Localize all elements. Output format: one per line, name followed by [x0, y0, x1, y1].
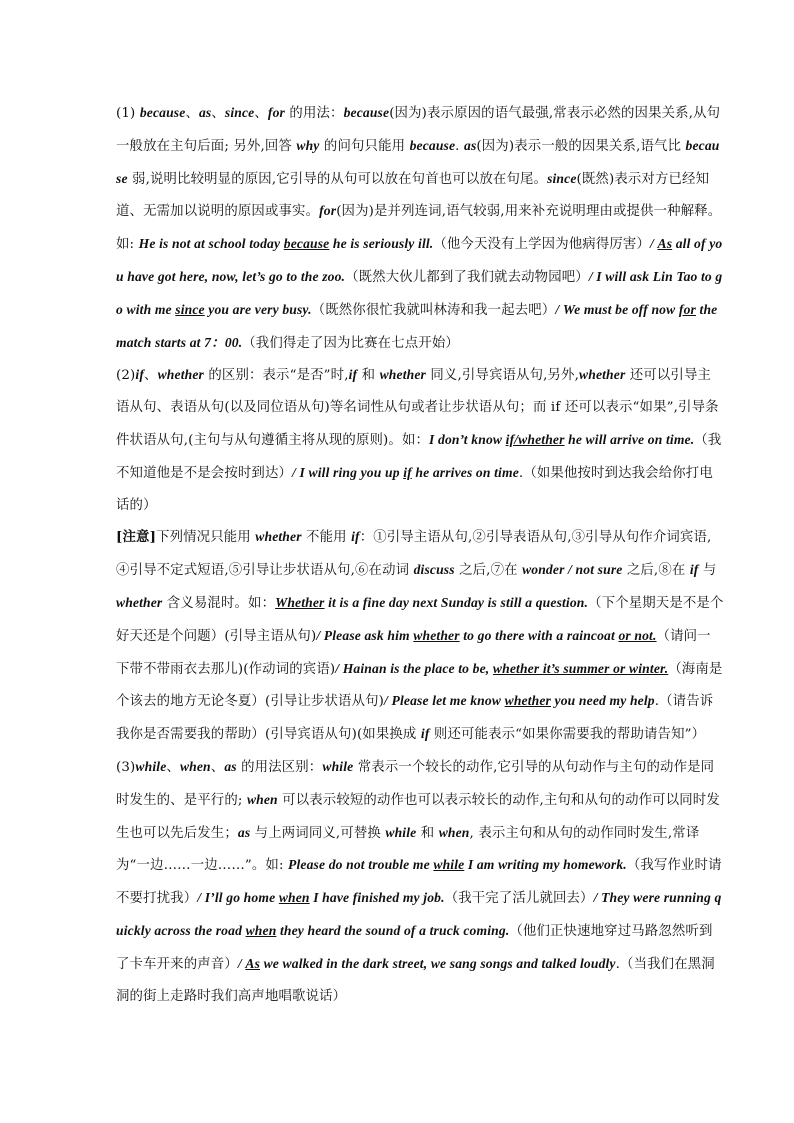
english-example-text: / Please ask him [316, 627, 414, 643]
text-run: .（当我们在黑洞洞的街上走路时我们高声地唱歌说话） [116, 956, 715, 1004]
underlined-keyword: if/whether [505, 431, 565, 447]
english-example-text: he arrives on time [411, 464, 519, 480]
text-run: 、 [166, 759, 180, 775]
english-example-text: whether [379, 367, 426, 383]
english-example-text: why [296, 137, 320, 153]
text-run: 不能用 [301, 530, 352, 546]
english-example-text: / They were running quickly across the road [116, 890, 722, 938]
english-example-text: it is a fine day next Sunday is still a question. [324, 594, 589, 610]
text-run: (因为)表示原因的语气最强,常表示必然的因果关系,从句一般放在主句后面; 另外,回答 [116, 106, 721, 154]
text-run: , 表示主句和从句的动作同时发生,常译为“一边……一边……”。如: [116, 825, 700, 874]
text-run: （海南是个该去的地方无论冬夏）(引导让步状语从句) [116, 661, 723, 710]
english-example-text: wonder / not sure [522, 562, 623, 578]
english-example-text: / [650, 236, 658, 252]
english-example-text: the match starts at 7：00. [116, 301, 718, 350]
english-example-text: whether [116, 594, 163, 610]
text-run: 、 [210, 759, 225, 775]
underlined-keyword: when [245, 922, 277, 938]
english-example-text: if [348, 367, 358, 383]
text-run: （我干完了活儿就回去） [444, 891, 594, 907]
english-example-text: he is seriously ill. [329, 236, 434, 252]
underlined-keyword: whether it’s summer or winter. [492, 660, 669, 676]
text-run: 含义易混时。如： [162, 595, 276, 611]
paragraph-text [116, 530, 723, 742]
text-run: 则还可能表示“如果你需要我的帮助请告知”） [429, 727, 706, 743]
english-example-text: as [224, 758, 237, 774]
underlined-keyword: if [403, 464, 412, 480]
english-example-text: when [246, 791, 278, 807]
text-run: （他们正快速地穿过马路忽然听到了卡车开来的声音） [116, 923, 713, 972]
underlined-keyword: while [433, 857, 465, 873]
paragraph-because-as-since-for [96, 97, 724, 359]
english-example-text: while [135, 758, 167, 774]
text-run: （我们得走了因为比赛在七点开始） [242, 335, 459, 351]
text-run: . [455, 138, 464, 154]
english-example-text: because [343, 105, 390, 120]
text-run: (1) [116, 106, 140, 121]
text-run: 与 [698, 563, 717, 579]
english-example-text: / Hainan is the place to be, [335, 660, 493, 676]
english-example-text: / I will ring you up [292, 464, 404, 480]
english-example-text: as [198, 105, 212, 120]
english-example-text: whether [579, 367, 626, 383]
english-example-text: as [237, 824, 251, 840]
text-run: 可以表示较短的动作也可以表示较长的动作,主句和从句的动作可以同时发生也可以先后发生； [116, 792, 720, 841]
english-example-text: He is not at school today [138, 236, 284, 252]
text-run: 和 [416, 825, 439, 841]
english-example-text: all of you have got here, now, let’s go to the zoo. [116, 236, 723, 284]
text-run: (因为)是并列连词,语气较弱,用来补充说明理由或提供一种解释。如: [116, 204, 722, 253]
english-example-text: if [135, 367, 145, 383]
text-run: （请问一下带不带雨衣去那儿)(作动词的宾语) [116, 628, 711, 677]
english-example-text: to go there with a raincoat [459, 627, 619, 643]
paragraph-text [116, 106, 722, 351]
text-run: (3) [116, 759, 136, 775]
underlined-keyword: whether [413, 627, 460, 643]
english-example-text: since [547, 170, 577, 186]
english-example-text: for [319, 203, 337, 219]
text-run: 与上两词同义,可替换 [250, 825, 386, 841]
english-example-text: if [689, 562, 699, 578]
text-run: 的用法区别： [236, 759, 323, 775]
paragraph-text [116, 760, 722, 1004]
text-run: （我写作业时请不要打扰我） [116, 858, 722, 907]
text-run: (因为)表示一般的因果关系,语气比 [476, 138, 686, 154]
english-example-text: when [179, 758, 211, 774]
paragraph-while-when-as [96, 751, 724, 1012]
english-example-text: / [237, 955, 246, 971]
text-run: 的区别：表示“是否”时, [203, 368, 349, 384]
paragraph-text [116, 368, 721, 512]
english-example-text: I don’t know [429, 431, 506, 447]
english-example-text: / I will ask Lin Tao to go with me [116, 268, 723, 317]
underlined-keyword: or not. [618, 627, 657, 643]
text-run: （既然你很忙我就叫林涛和我一起去吧） [311, 302, 556, 318]
english-example-text: while [385, 824, 417, 840]
text-run: 、 [144, 368, 158, 384]
text-run: 同义,引导宾语从句,另外, [425, 368, 580, 384]
text-run: 还可以引导主语从句、表语从句(以及同位语从句)等名词性从句或者让步状语从句；而 if 还可以表示“如果”,引导条件状语从句,(主句与从句遵循主将从现的原则)。如： [116, 368, 719, 448]
underlined-keyword: As [657, 236, 673, 252]
english-example-text: while [322, 758, 354, 774]
text-run: 下列情况只能用 [156, 530, 256, 546]
underlined-keyword: Whether [275, 594, 325, 610]
english-example-text: because [409, 137, 456, 153]
english-example-text: / Please let me know [384, 693, 505, 709]
underlined-keyword: As [245, 955, 261, 971]
english-example-text: if [420, 726, 430, 742]
text-run: 之后,⑦在 [454, 563, 523, 579]
text-run: 的用法： [285, 106, 344, 121]
english-example-text: I have finished my job. [309, 890, 445, 906]
english-example-text: / We must be off now [555, 301, 679, 317]
english-example-text: he will arrive on time. [564, 431, 695, 447]
text-run: 的问句只能用 [319, 138, 410, 154]
underlined-keyword: when [278, 890, 310, 906]
english-example-text: when [438, 824, 470, 840]
underlined-keyword: because [283, 236, 330, 252]
text-run: 常表示一个较长的动作,它引导的从句动作与主句的动作是同时发生的、是平行的; [116, 759, 715, 808]
english-example-text: / I’ll go home [197, 890, 279, 906]
english-example-text: I am writing my homework. [464, 857, 627, 873]
text-run: 、 [211, 106, 225, 121]
english-example-text: discuss [413, 562, 455, 578]
paragraph-if-whether [96, 359, 724, 521]
english-example-text: if [351, 529, 360, 545]
text-run: (既然)表示对方已经知道、无需加以说明的原因或事实。 [116, 171, 710, 220]
english-example-text: because [139, 105, 186, 120]
english-example-text: you need my help [550, 693, 655, 709]
english-example-text: whether [157, 367, 204, 383]
english-example-text: for [267, 105, 285, 120]
text-run: .（如果他按时到达我会给你打电话的） [116, 465, 713, 513]
underlined-keyword: for [678, 301, 696, 317]
text-run: （既然大伙儿都到了我们就去动物园吧） [345, 269, 589, 285]
text-run: 之后,⑧在 [622, 563, 690, 579]
text-run: .（请告诉我你是否需要我的帮助）(引导宾语从句)(如果换成 [116, 694, 714, 743]
text-run: 弱,说明比较明显的原因,它引导的从句可以放在句首也可以放在句尾。 [127, 171, 548, 187]
text-run: （我不知道他是不是会按时到达） [116, 432, 722, 481]
english-example-text: you are very busy. [204, 301, 312, 317]
english-example-text: since [224, 105, 255, 120]
document-body [96, 97, 724, 1012]
english-example-text: whether [255, 529, 302, 545]
underlined-keyword: since [175, 301, 205, 317]
note-label: [注意] [116, 529, 157, 546]
text-run: （下个星期天是不是个好天还是个问题）(引导主语从句) [116, 595, 724, 644]
underlined-keyword: whether [504, 693, 551, 709]
text-run: （他今天没有上学因为他病得厉害） [433, 237, 650, 253]
english-example-text: we walked in the dark street, we sang songs and talked loudly [260, 955, 616, 971]
text-run: (2) [116, 368, 136, 384]
paragraph-note [96, 521, 724, 751]
text-run: 、 [254, 106, 268, 121]
english-example-text: as [464, 137, 477, 153]
english-example-text: Please do not trouble me [288, 857, 434, 873]
english-example-text: they heard the sound of a truck coming. [276, 922, 510, 938]
english-example-text: because [116, 137, 720, 186]
text-run: 、 [185, 106, 199, 121]
text-run: 和 [357, 368, 380, 384]
text-run: ：①引导主语从句,②引导表语从句,③引导从句作介词宾语,④引导不定式短语,⑤引导让步状语从句,⑥在动词 [116, 530, 712, 579]
